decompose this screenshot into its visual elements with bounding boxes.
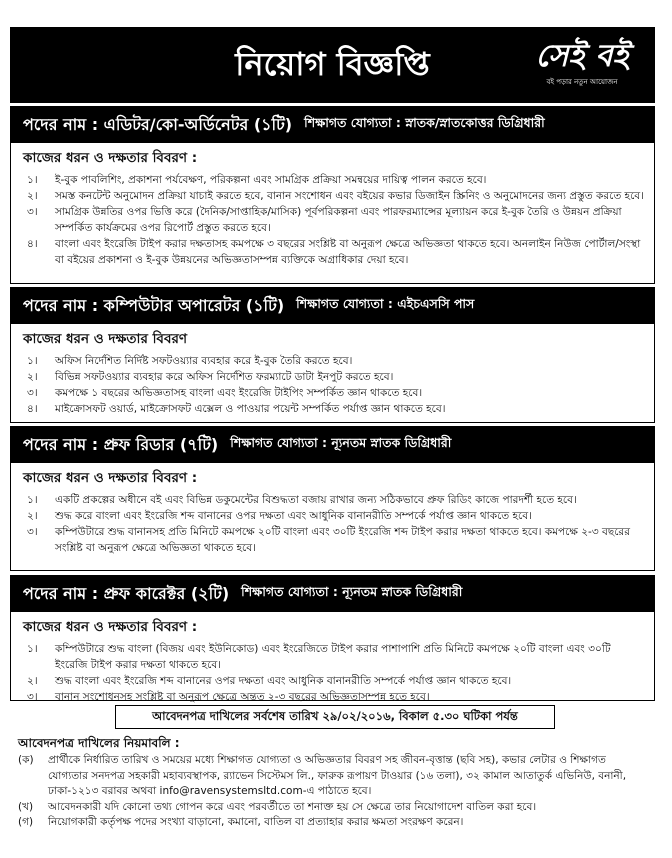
duty-number: ৩। <box>27 387 38 399</box>
duty-text: বানান সংশোধনসহ সংশ্লিষ্ট বা অনুরূপ ক্ষেত্রে অন্তত ২-৩ বছরের অভিজ্ঞতাসম্পন্ন হতে হবে। <box>55 691 430 703</box>
rule-number: (খ) <box>18 800 34 813</box>
post-title: পদের নাম : এডিটর/কো-অর্ডিনেটর (১টি) <box>23 114 293 134</box>
duty-text: অফিস নির্দেশিত নির্দিষ্ট সফটওয়্যার ব্যবহার করে ই-বুক তৈরি করতে হবে। <box>55 355 353 367</box>
duty-text: বাংলা এবং ইংরেজি টাইপ করার দক্ষতাসহ কমপক্ষে ৩ বছরের সংশ্লিষ্ট বা অনুরূপ ক্ষেত্রে অভিজ্ঞতা থাকতে হবে। অনলাইন নিউজ পোর্টাল/সংস্থা বা বইয়ের প্রকাশনা ও ই-বুক উন্নয়নের অভিজ্ঞতাসম্পন্ন ব্যক্তিকে অগ্রাধিকার দেয়া হবে। <box>55 238 641 266</box>
duty-number: ১। <box>27 355 38 367</box>
duty-text: কমপক্ষে ১ বছরের অভিজ্ঞতাসহ বাংলা এবং ইংরেজি টাইপিং সম্পর্কিত জ্ঞান থাকতে হবে। <box>55 387 423 399</box>
brand-tagline: বই পড়ার নতুন আয়োজন <box>546 78 618 86</box>
duty-heading: কাজের ধরন ও দক্ষতার বিবরণ : <box>23 150 198 166</box>
duty-heading: কাজের ধরন ও দক্ষতার বিবরণ : <box>23 619 198 635</box>
duty-number: ১। <box>27 174 38 186</box>
duty-number: ২। <box>27 190 38 202</box>
duty-text: সামগ্রিক উন্নতির ওপর ভিত্তি করে (দৈনিক/সাপ্তাহিক/মাসিক) পূর্বপরিকল্পনা এবং পারফরম্যান্সের মূল্যায়ন করে ই-বুক তৈরি ও উন্নয়ন প্রক্রিয়া সম্পর্কিত কার্যক্রমের ওপর রিপোর্ট প্রস্তুত করতে হবে। <box>55 206 622 234</box>
duty-number: ১। <box>27 494 38 506</box>
duty-item <box>11 236 654 268</box>
duty-item <box>11 172 654 188</box>
rule-item <box>18 753 648 800</box>
duty-heading: কাজের ধরন ও দক্ষতার বিবরণ : <box>23 470 198 486</box>
post-proof-corrector <box>10 575 655 701</box>
brand-logo <box>527 35 637 95</box>
application-rules <box>18 735 648 831</box>
rule-item <box>18 815 648 831</box>
duty-number: ৩। <box>27 526 38 538</box>
duty-number: ৪। <box>27 403 38 415</box>
brand-logo-text: সেই বই <box>535 38 629 74</box>
post-qualification: শিক্ষাগত যোগ্যতা : এইচএসসি পাস <box>296 296 475 311</box>
duty-text: শুদ্ধ বাংলা এবং ইংরেজি শব্দ বানানের ওপর দক্ষতা এবং আধুনিক বানানরীতি সম্পর্কে পর্যাপ্ত জ্ঞান থাকতে হবে। <box>55 675 512 687</box>
duty-item <box>11 508 654 524</box>
duty-text: কম্পিউটারে শুদ্ধ বাংলা (বিজয় এবং ইউনিকোড) এবং ইংরেজিতে টাইপ করার পাশাপাশি প্রতি মিনিটে কমপক্ষে ২০টি বাংলা এবং ৩০টি ইংরেজি টাইপ করার দক্ষতা থাকতে হবে। <box>55 643 611 671</box>
post-title: পদের নাম : প্রুফ রিডার (৭টি) <box>23 434 219 454</box>
post-title: পদের নাম : কম্পিউটার অপারেটর (১টি) <box>23 295 285 315</box>
duty-item <box>11 689 654 705</box>
duty-text: ই-বুক পাবলিশিং, প্রকাশনা পর্যবেক্ষণ, পরিকল্পনা এবং সামগ্রিক প্রক্রিয়া সমন্বয়ের দায়িত্ব পালন করতে হবে। <box>55 174 487 186</box>
duty-item <box>11 188 654 204</box>
duty-number: ৪। <box>27 238 38 250</box>
duty-text: শুদ্ধ করে বাংলা এবং ইংরেজি শব্দ বানানের ওপর দক্ষতা এবং আধুনিক বানানরীতি সম্পর্কে পর্যাপ্ত জ্ঞান থাকতে হবে। <box>55 510 532 522</box>
duty-heading: কাজের ধরন ও দক্ষতার বিবরণ <box>23 331 188 347</box>
duty-number: ১। <box>27 643 38 655</box>
post-title-bar <box>11 107 654 143</box>
duty-item <box>11 385 654 401</box>
post-qualification: শিক্ষাগত যোগ্যতা : স্নাতক/স্নাতকোত্তর ডিগ্রিধারী <box>304 115 545 130</box>
post-proof-reader <box>10 426 655 571</box>
duty-item <box>11 353 654 369</box>
duty-text: কম্পিউটারে শুদ্ধ বানানসহ প্রতি মিনিটে কমপক্ষে ২০টি বাংলা এবং ৩০টি ইংরেজি শব্দ টাইপ করার দক্ষতা থাকতে হবে। কমপক্ষে ২-৩ বছরের সংশ্লিষ্ট বা অনুরূপ ক্ষেত্রে অভিজ্ঞতা থাকতে হবে। <box>55 526 630 554</box>
post-qualification: শিক্ষাগত যোগ্যতা : ন্যূনতম স্নাতক ডিগ্রিধারী <box>241 584 463 599</box>
rule-text: আবেদনকারী যদি কোনো তথ্য গোপন করে এবং পরবর্তীতে তা শনাক্ত হয় সে ক্ষেত্রে তার নিয়োগাদেশ বাতিল করা হবে। <box>48 800 537 813</box>
duty-text: সমস্ত কনটেন্ট অনুমোদন প্রক্রিয়া যাচাই করতে হবে, বানান সংশোধন এবং বইয়ের কভার ডিজাইন স্ক্রিনিং ও অনুমোদনের জন্য প্রস্তুত করতে হবে। <box>55 190 644 202</box>
rule-number: (ক) <box>18 754 34 766</box>
duty-item <box>11 673 654 689</box>
post-title-bar <box>11 427 654 463</box>
rules-heading: আবেদনপত্র দাখিলের নিয়মাবলি : <box>18 736 180 750</box>
application-deadline: আবেদনপত্র দাখিলের সর্বশেষ তারিখ ২৯/০২/২০১৬, বিকাল ৫.৩০ ঘটিকা পর্যন্ত <box>115 705 555 729</box>
duty-text: একটি প্রকল্পের অধীনে বই এবং বিভিন্ন ডকুমেন্টের বিশুদ্ধতা বজায় রাখার জন্য সঠিকভাবে প্রুফ রিডিং কাজে পারদর্শী হতে হবে। <box>55 494 577 506</box>
duty-item <box>11 369 654 385</box>
notice-title: নিয়োগ বিজ্ঞপ্তি <box>235 45 430 83</box>
duty-item <box>11 492 654 508</box>
rule-text: নিয়োগকারী কর্তৃপক্ষ পদের সংখ্যা বাড়ানো, কমানো, বাতিল বা প্রত্যাহার করার ক্ষমতা সংরক্ষণ করেন। <box>48 816 464 828</box>
duty-number: ২। <box>27 510 38 522</box>
rule-text: প্রার্থীকে নির্ধারিত তারিখ ও সময়ের মধ্যে শিক্ষাগত যোগ্যতা ও অভিজ্ঞতার বিবরণ সহ জীবন-বৃত্তান্ত (ছবি সহ), কভার লেটার ও শিক্ষাগত যোগ্যতার সনদপত্র সহকারী মহাব্যবস্থাপক, র‍্যাভেন সিস্টেমস লি., ফারুক রূপায়ণ টাওয়ার (১৬ তলা), ৩২ কামাল আতাতুর্ক এভিনিউ, বনানী, ঢাকা-১২১৩ বরাবর অথবা info@ravensystemsltd.com-এ পাঠাতে হবে। <box>48 754 627 797</box>
duty-number: ৩। <box>27 206 38 218</box>
rule-item <box>18 800 648 816</box>
rule-number: (গ) <box>18 816 34 828</box>
post-title-bar <box>11 288 654 324</box>
post-computer-operator <box>10 287 655 423</box>
duty-text: বিভিন্ন সফটওয়্যার ব্যবহার করে অফিস নির্দেশিত ফরম্যাটে ডাটা ইনপুট করতে হবে। <box>55 371 394 383</box>
duty-text: মাইক্রোসফট ওয়ার্ড, মাইক্রোসফট এক্সেল ও পাওয়ার পয়েন্ট সম্পর্কিত পর্যাপ্ত জ্ঞান থাকতে হবে। <box>55 403 446 415</box>
duty-number: ৩। <box>27 691 38 703</box>
duty-item <box>11 204 654 236</box>
duty-item <box>11 641 654 673</box>
post-title-bar <box>11 576 654 612</box>
post-editor-coordinator <box>10 106 655 284</box>
notice-header <box>10 27 655 103</box>
duty-item <box>11 401 654 417</box>
duty-item <box>11 524 654 556</box>
duty-number: ২। <box>27 371 38 383</box>
duty-number: ২। <box>27 675 38 687</box>
post-title: পদের নাম : প্রুফ কারেক্টর (২টি) <box>23 583 230 603</box>
post-qualification: শিক্ষাগত যোগ্যতা : ন্যূনতম স্নাতক ডিগ্রিধারী <box>230 435 452 450</box>
